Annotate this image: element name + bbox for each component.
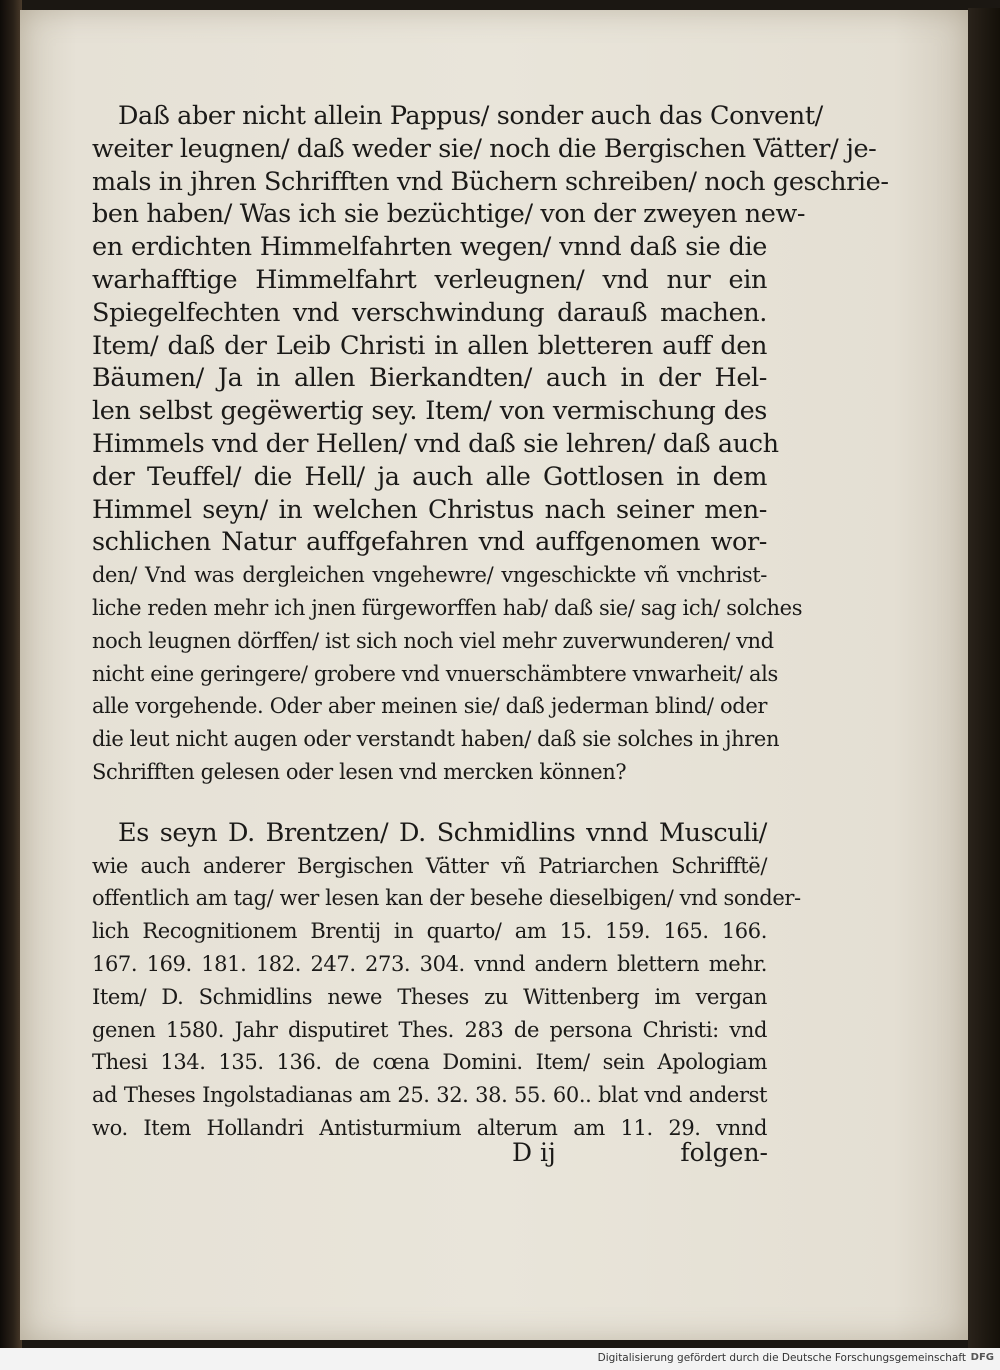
text-line: alle vorgehende. Oder aber meinen sie/ daß jederman blind/ oder [92,694,767,719]
book-edge-right [968,8,1000,1348]
text-line: liche reden mehr ich jnen fürgeworffen hab/ daß sie/ sag ich/ solches [92,595,803,620]
credit-text: Digitalisierung gefördert durch die Deutsche Forschungsgemeinschaft [597,1352,966,1364]
dfg-logo: DFG [970,1352,994,1363]
text-line: Es seyn D. Brentzen/ D. Schmidlins vnnd Musculi/ [118,817,767,848]
page-footer-line [512,1137,768,1169]
signature-mark: D ij [512,1138,556,1167]
digitization-credit-bar [0,1348,1000,1370]
text-line: nicht eine geringere/ grobere vnd vnuerschämbtere vnwarheit/ als [92,661,778,686]
text-line: Daß aber nicht allein Pappus/ sonder auch das Convent/ [118,101,823,131]
text-line: schlichen Natur auffgefahren vnd auffgenomen wor- [92,527,767,558]
text-line: der Teuffel/ die Hell/ ja auch alle Gottlosen in dem [92,461,767,492]
text-line: Himmel seyn/ in welchen Christus nach seiner men- [92,494,767,525]
text-line: len selbst gegëwertig sey. Item/ von vermischung des [92,396,767,427]
catchword: folgen- [680,1138,768,1167]
text-line: Item/ D. Schmidlins newe Theses zu Wittenberg im vergan [92,984,767,1009]
text-line: mals in jhren Schrifften vnd Büchern schreiben/ noch geschrie- [92,166,889,197]
text-line: die leut nicht augen oder verstandt haben/ daß sie solches in jhren [92,727,780,752]
text-line: Schrifften gelesen oder lesen vnd mercken können? [92,759,627,784]
text-line: warhafftige Himmelfahrt verleugnen/ vnd nur ein [92,264,767,295]
page-text [92,100,889,1145]
text-line: wie auch anderer Bergischen Vätter vñ Patriarchen Schrifftë/ [92,853,767,878]
text-line: weiter leugnen/ daß weder sie/ noch die Bergischen Vätter/ je- [92,133,877,164]
text-line: offentlich am tag/ wer lesen kan der besehe dieselbigen/ vnd sonder- [92,886,801,911]
text-line: 167. 169. 181. 182. 247. 273. 304. vnnd andern blettern mehr. [92,951,767,976]
paragraph-gap [92,789,767,817]
text-line: noch leugnen dörffen/ ist sich noch viel mehr zuverwunderen/ vnd [92,628,774,653]
text-line: Spiegelfechten vnd verschwindung darauß machen. [92,297,767,328]
text-line: Item/ daß der Leib Christi in allen bletteren auff den [92,330,767,361]
text-line: en erdichten Himmelfahrten wegen/ vnnd daß sie die [92,232,767,263]
text-line: ben haben/ Was ich sie bezüchtige/ von der zweyen new- [92,199,806,230]
text-line: Thesi 134. 135. 136. de cœna Domini. Item/ sein Apologiam [92,1050,767,1075]
text-line: Bäumen/ Ja in allen Bierkandten/ auch in der Hel- [92,363,767,394]
book-binding-left [0,0,22,1348]
text-line: Himmels vnd der Hellen/ vnd daß sie lehren/ daß auch [92,428,779,459]
paragraph-2 [92,817,801,1145]
text-line: ad Theses Ingolstadianas am 25. 32. 38. 55. 60.. blat vnd anderst [92,1083,767,1108]
text-line: den/ Vnd was dergleichen vngehewre/ vngeschickte vñ vnchrist- [92,563,767,588]
text-line: genen 1580. Jahr disputiret Thes. 283 de persona Christi: vnd [92,1017,767,1042]
text-line: lich Recognitionem Brentij in quarto/ am 15. 159. 165. 166. [92,919,767,944]
text-line: wo. Item Hollandri Antisturmium alterum am 11. 29. vnnd [92,1115,767,1140]
paragraph-1 [92,100,889,789]
